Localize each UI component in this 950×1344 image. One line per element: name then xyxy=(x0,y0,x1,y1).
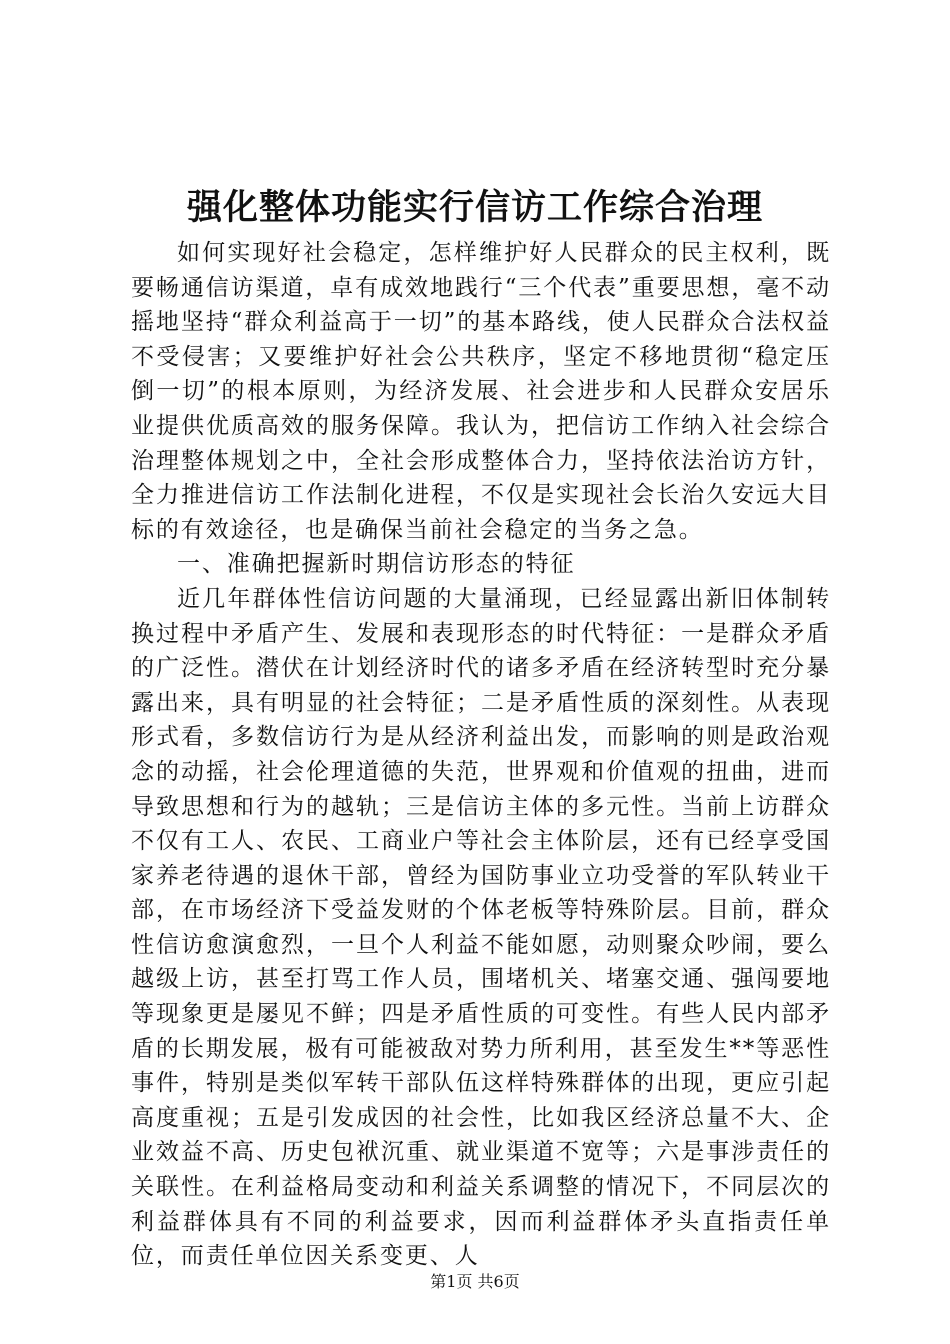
section-paragraph: 近几年群体性信访问题的大量涌现，已经显露出新旧体制转换过程中矛盾产生、发展和表现形态的时代特征：一是群众矛盾的广泛性。潜伏在计划经济时代的诸多矛盾在经济转型时充分暴露出来，具有明显的社会特征；二是矛盾性质的深刻性。从表现形式看，多数信访行为是从经济利益出发，而影响的则是政治观念的动摇，社会伦理道德的失范，世界观和价值观的扭曲，进而导致思想和行为的越轨；三是信访主体的多元性。当前上访群众不仅有工人、农民、工商业户等社会主体阶层，还有已经享受国家养老待遇的退休干部，曾经为国防事业立功受誉的军队转业干部，在市场经济下受益发财的个体老板等特殊阶层。目前，群众性信访愈演愈烈，一旦个人利益不能如愿，动则聚众吵闹，要么越级上访，甚至打骂工作人员，围堵机关、堵塞交通、强闯要地等现象更是屡见不鲜；四是矛盾性质的可变性。有些人民内部矛盾的长期发展，极有可能被敌对势力所利用，甚至发生**等恶性事件，特别是类似军转干部队伍这样特殊群体的出现，更应引起高度重视；五是引发成因的社会性，比如我区经济总量不大、企业效益不高、历史包袱沉重、就业渠道不宽等；六是事涉责任的关联性。在利益格局变动和利益关系调整的情况下，不同层次的利益群体具有不同的利益要求，因而利益群体矛头直指责任单位，而责任单位因关系变更、人 xyxy=(131,585,831,1270)
intro-paragraph: 如何实现好社会稳定，怎样维护好人民群众的民主权利，既要畅通信访渠道，卓有成效地践行“三个代表”重要思想，毫不动摇地坚持“群众利益高于一切”的基本路线，使人民群众合法权益不受侵害；又要维护好社会公共秩序，坚定不移地贯彻“稳定压倒一切”的根本原则，为经济发展、社会进步和人民群众安居乐业提供优质高效的服务保障。我认为，把信访工作纳入社会综合治理整体规划之中，全社会形成整体合力，坚持依法治访方针，全力推进信访工作法制化进程，不仅是实现社会长治久安远大目标的有效途径，也是确保当前社会稳定的当务之急。 xyxy=(131,240,831,543)
page-footer: 第1页 共6页 xyxy=(430,1272,520,1291)
document-body xyxy=(131,236,831,1274)
document-title: 强化整体功能实行信访工作综合治理 xyxy=(186,188,763,228)
section-heading: 一、准确把握新时期信访形态的特征 xyxy=(177,551,576,578)
